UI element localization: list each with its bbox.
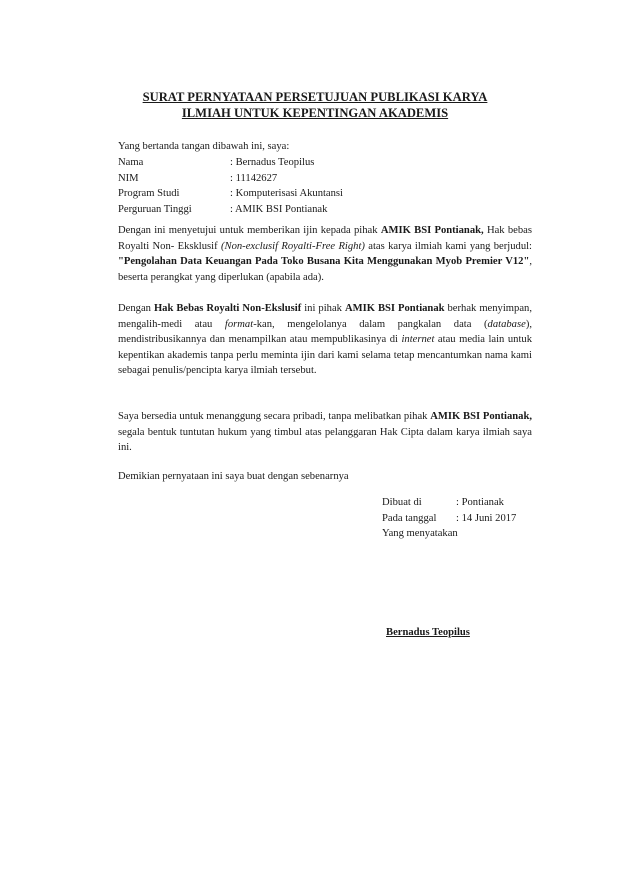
identity-row-name [118,155,343,171]
rights-paragraph [118,301,532,379]
italic-term: format [224,318,254,330]
italic-term: internet [401,334,435,346]
signature-place-row [382,495,516,511]
identity-table [118,155,343,217]
text-run: Dengan [118,303,154,314]
place-value: : Pontianak [456,497,504,508]
closing-paragraph: Demikian pernyataan ini saya buat dengan sebenarnya [118,471,349,482]
identity-row-nim [118,171,343,187]
place-label: Dibuat di [382,497,422,508]
title-line-2: ILMIAH UNTUK KEPENTINGAN AKADEMIS [181,106,449,120]
license-name: Hak Bebas Royalti Non-Ekslusif [153,303,302,314]
work-title: "Pengolahan Data Keuangan Pada Toko Busana Kita Menggunakan Myob Premier V12" [118,256,530,268]
italic-term: database [487,318,526,330]
text-run: -kan, mengelolanya dalam pangkalan data ( [253,318,488,330]
text-run: ini pihak [301,303,345,314]
identity-value: : Bernadus Teopilus [230,157,315,168]
text-run: berhak menyimpan, mengalih-medi atau [118,303,532,330]
document-title [100,89,530,121]
identity-value: : 11142627 [230,172,278,184]
declarer-text: Yang menyatakan [382,528,458,539]
text-run: , beserta perangkat yang diperlukan (apabila ada). [118,256,532,283]
identity-label: Nama [118,157,144,168]
institution-name: AMIK BSI Pontianak [344,303,445,314]
identity-label: Perguruan Tinggi [118,203,192,215]
signature-date-row [382,511,516,527]
signature-declarer-row [382,526,516,542]
institution-name: AMIK BSI Pontianak, [430,411,533,422]
license-term: (Non-exclusif Royalti-Free Right) [220,240,365,252]
signer-name: Bernadus Teopilus [386,627,470,638]
identity-row-university [118,202,343,218]
text-run: segala bentuk tuntutan hukum yang timbul atas pelanggaran Hak Cipta dalam karya ilmiah saya ini. [118,426,532,454]
institution-name: AMIK BSI Pontianak, [380,225,484,236]
identity-label: NIM [118,172,139,184]
identity-value: : AMIK BSI Pontianak [230,203,328,215]
identity-row-program [118,186,343,202]
text-run: atau media lain untuk kepentikan akademis tanpa perlu meminta ijin dari kami selama tetap mencantumkan nama kami sebagai penulis/pencipta karya ilmiah tersebut. [118,334,532,377]
text-run: atas karya ilmiah kami yang berjudul: [364,240,533,252]
title-line-1: SURAT PERNYATAAN PERSETUJUAN PUBLIKASI KARYA [142,90,488,104]
date-label: Pada tanggal [382,512,437,524]
identity-value: : Komputerisasi Akuntansi [230,188,343,199]
identity-label: Program Studi [118,188,180,199]
intro-text: Yang bertanda tangan dibawah ini, saya: [118,141,290,152]
liability-paragraph [118,409,532,456]
text-run: ), mendistribusikannya dan menampilkan atau mempublikasinya di [118,318,532,346]
text-run: Hak bebas Royalti Non- Eksklusif [118,225,532,252]
text-run: Dengan ini menyetujui untuk memberikan ijin kepada pihak [118,225,381,236]
text-run: Saya bersedia untuk menanggung secara pribadi, tanpa melibatkan pihak [118,411,431,422]
signature-block [382,495,516,542]
date-value: : 14 Juni 2017 [456,512,517,524]
consent-paragraph [118,223,532,285]
